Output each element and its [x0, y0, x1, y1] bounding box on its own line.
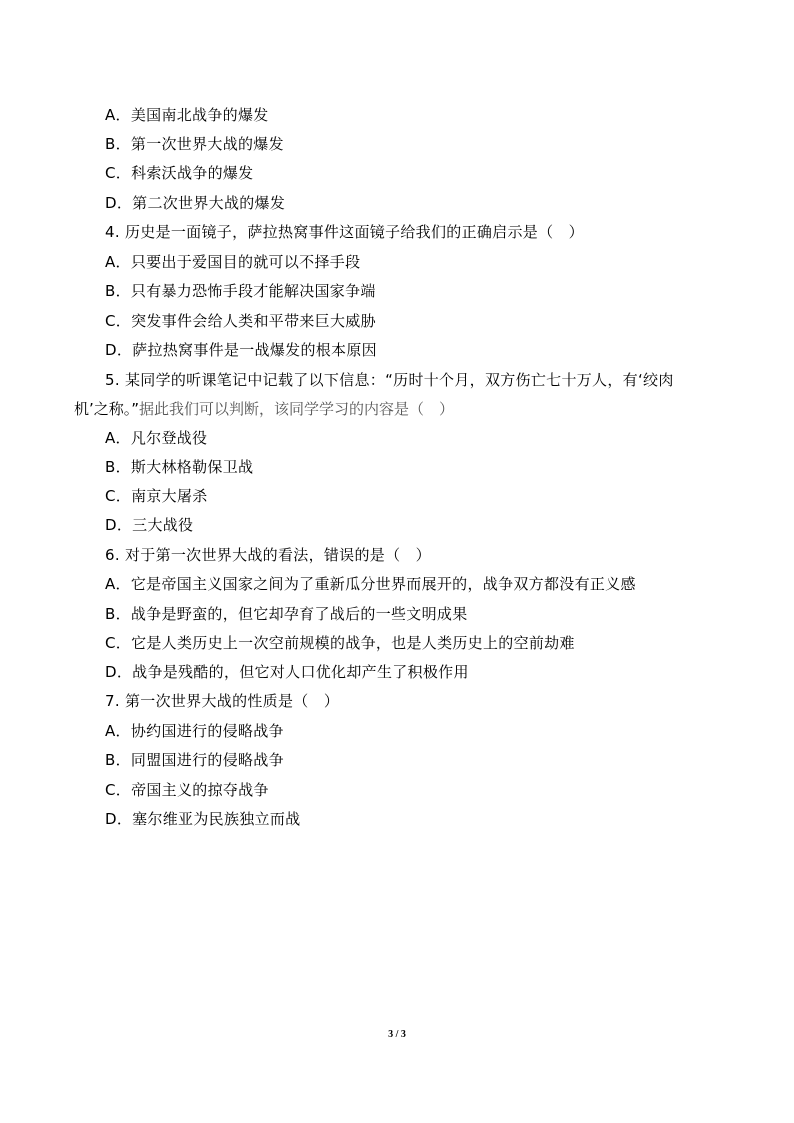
q6-option-c: C．它是人类历史上一次空前规模的战争，也是人类历史上的空前劫难: [105, 634, 575, 652]
q5-option-c: C．南京大屠杀: [105, 487, 208, 505]
q4-stem: 4. 历史是一面镜子，萨拉热窝事件这面镜子给我们的正确启示是（ ）: [105, 223, 584, 241]
q5-stem-line2-question: 据此我们可以判断，该同学学习的内容是（ ）: [139, 400, 455, 418]
q5-option-b: B．斯大林格勒保卫战: [105, 458, 254, 476]
q7-option-d: D．塞尔维亚为民族独立而战: [105, 810, 301, 828]
q4-option-d: D．萨拉热窝事件是一战爆发的根本原因: [105, 341, 377, 359]
q5-option-d: D．三大战役: [105, 516, 194, 534]
q6-option-d: D．战争是残酷的，但它对人口优化却产生了积极作用: [105, 663, 469, 681]
q5-stem-line2-quote: 机’之称。”: [74, 400, 140, 418]
q6-option-a: A．它是帝国主义国家之间为了重新瓜分世界而展开的，战争双方都没有正义感: [105, 575, 636, 593]
q4-option-b: B．只有暴力恐怖手段才能解决国家争端: [105, 282, 376, 300]
q4-option-a: A．只要出于爱国目的就可以不择手段: [105, 253, 361, 271]
q4-option-c: C．突发事件会给人类和平带来巨大威胁: [105, 312, 376, 330]
q7-option-a: A．协约国进行的侵略战争: [105, 722, 284, 740]
q7-option-c: C．帝国主义的掠夺战争: [105, 781, 269, 799]
q7-stem: 7. 第一次世界大战的性质是（ ）: [105, 692, 340, 710]
q3-option-b: B．第一次世界大战的爆发: [105, 135, 284, 153]
q7-option-b: B．同盟国进行的侵略战争: [105, 751, 284, 769]
q6-option-b: B．战争是野蛮的，但它却孕育了战后的一些文明成果: [105, 605, 468, 623]
q3-option-d: D．第二次世界大战的爆发: [105, 194, 286, 212]
q5-option-a: A．凡尔登战役: [105, 429, 208, 447]
q5-stem-line2: [74, 399, 454, 419]
q3-option-a: A．美国南北战争的爆发: [105, 106, 269, 124]
q3-option-c: C．科索沃战争的爆发: [105, 164, 254, 182]
q6-stem: 6. 对于第一次世界大战的看法，错误的是（ ）: [105, 546, 431, 564]
q5-stem-line1: 5. 某同学的听课笔记中记载了以下信息：“历时十个月，双方伤亡七十万人，有‘绞肉: [105, 371, 674, 389]
page-number: 3 / 3: [388, 1029, 406, 1040]
